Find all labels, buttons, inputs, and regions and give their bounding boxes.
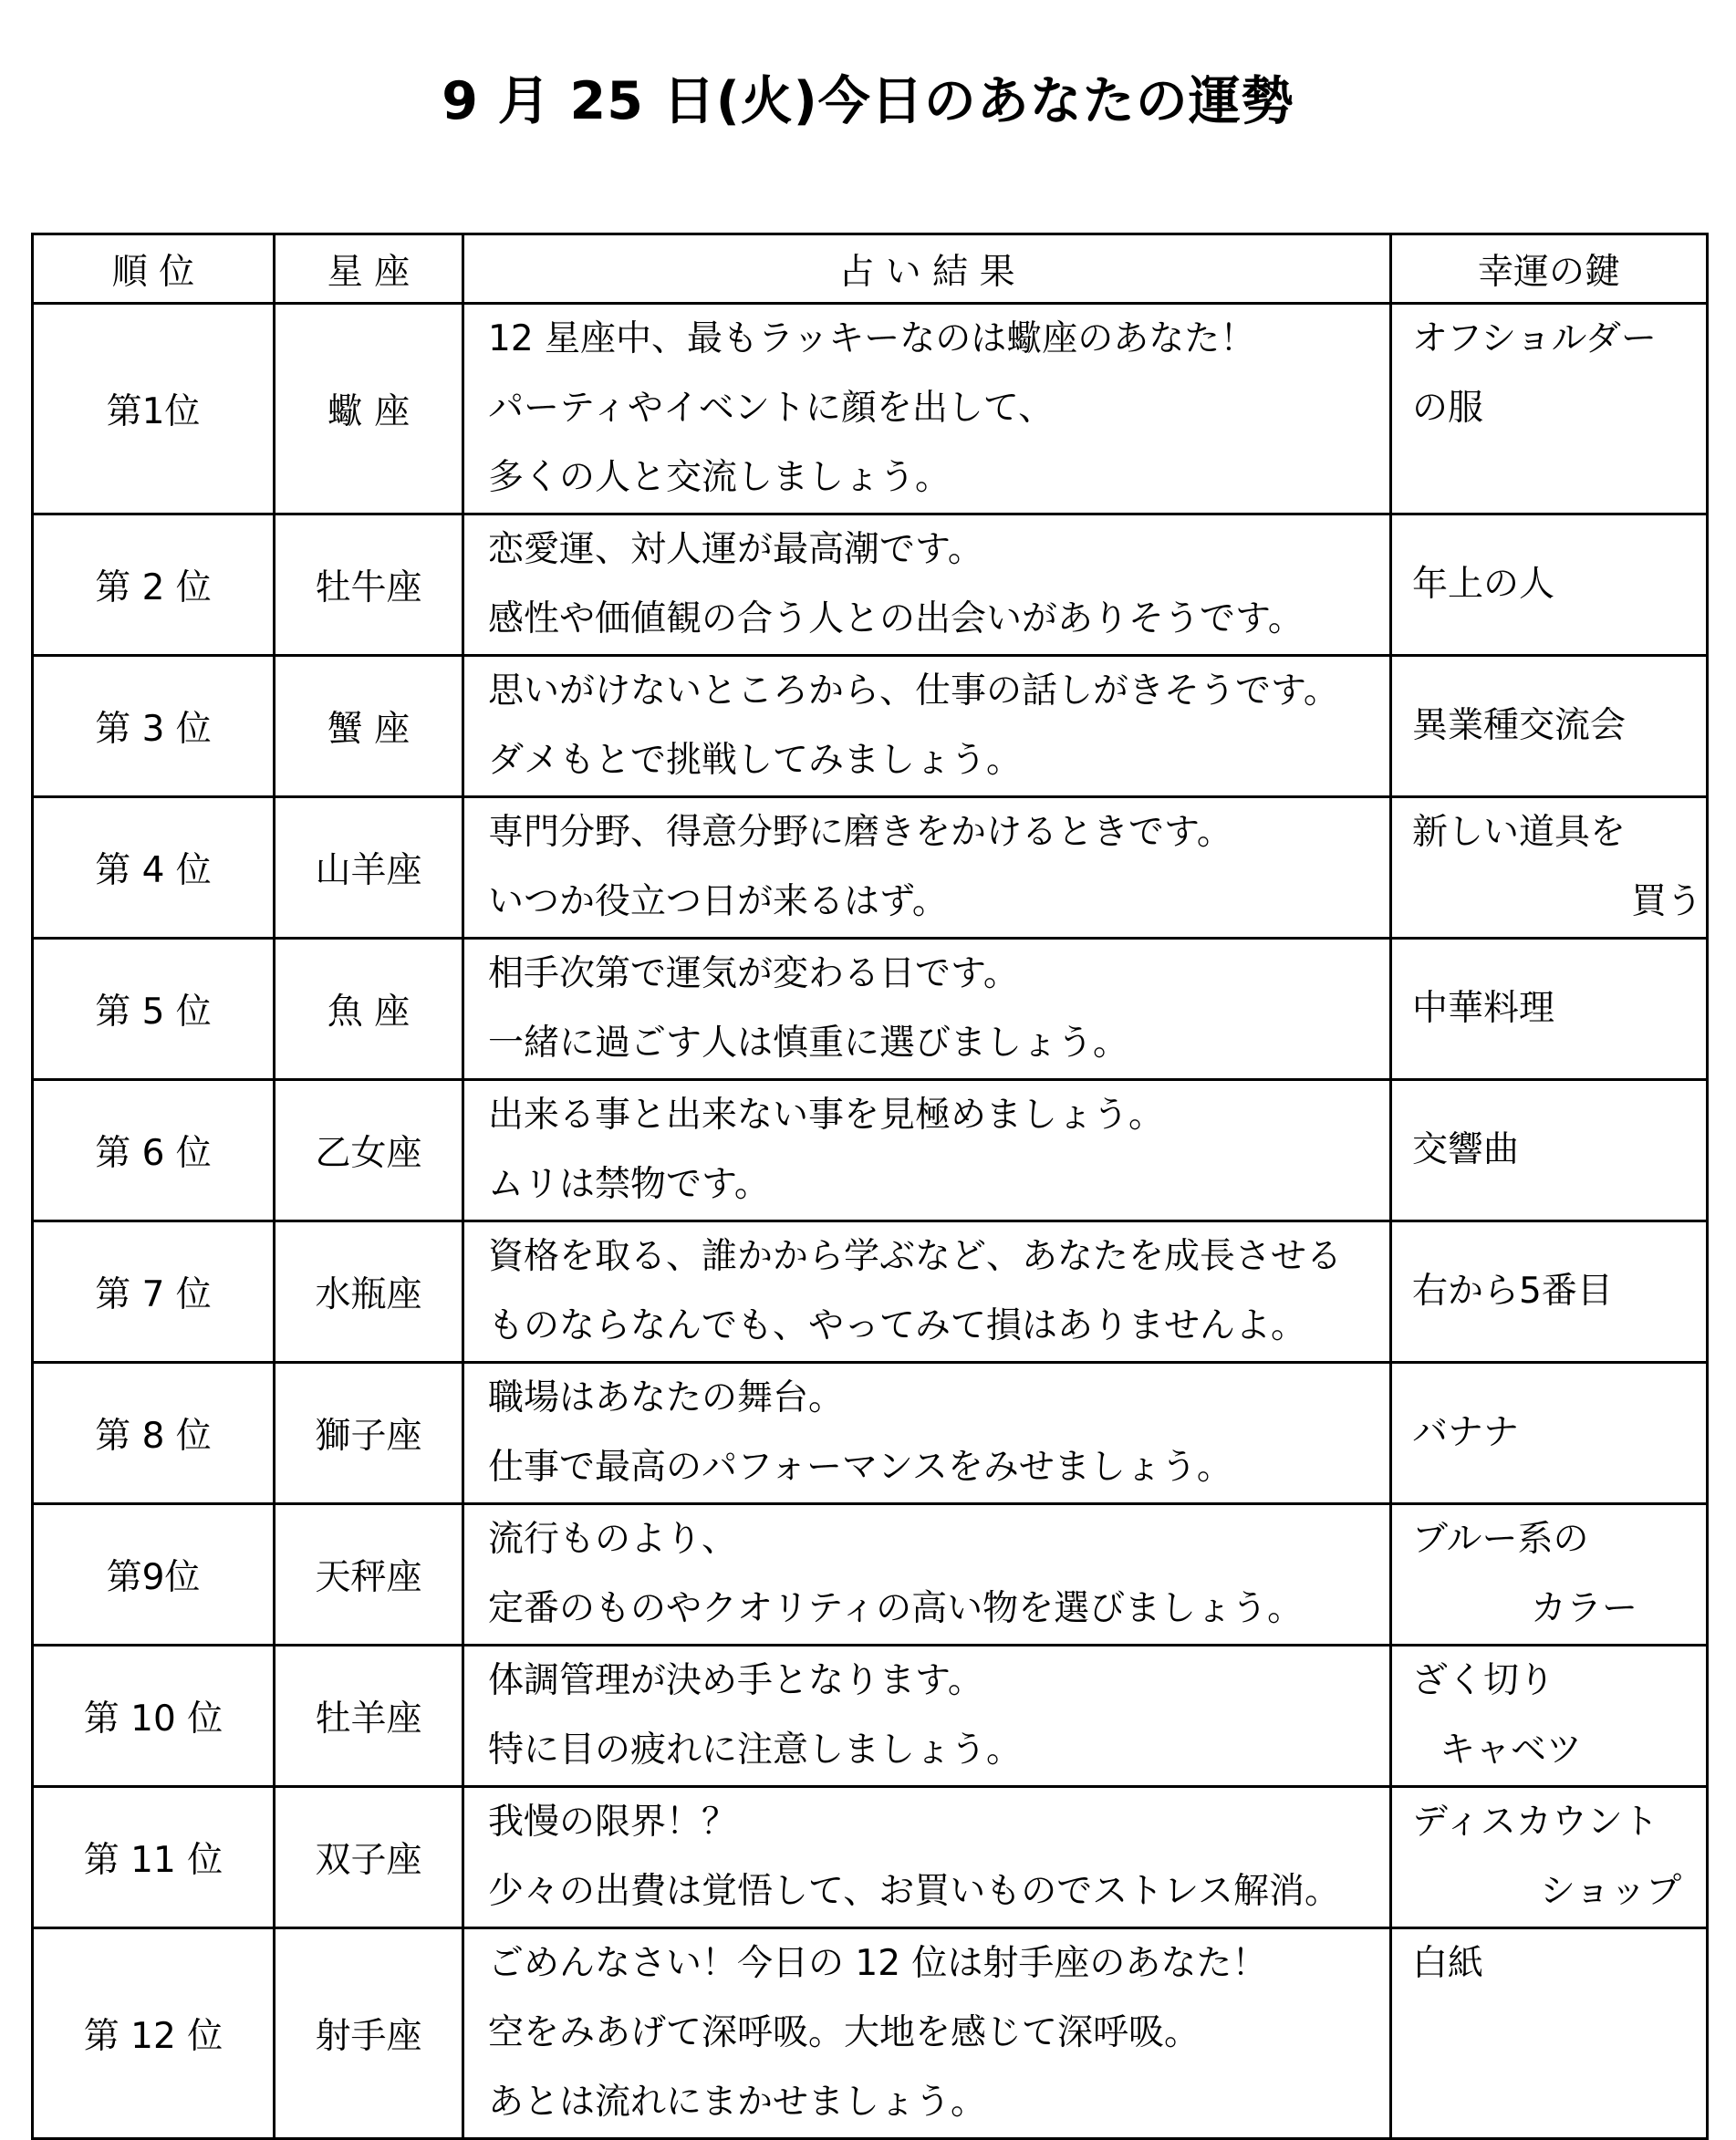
result-line: 一緒に過ごす人は慎重に選びましょう。 <box>488 1023 1129 1064</box>
table-row <box>33 656 1708 797</box>
result-line: 12 星座中、最もラッキーなのは蠍座のあなた！ <box>488 318 1256 359</box>
table-row <box>33 1221 1708 1363</box>
sign-cell: 獅子座 <box>275 1363 463 1504</box>
lucky-key-line: 交響曲 <box>1412 1129 1520 1170</box>
sign-cell: 魚 座 <box>275 939 463 1080</box>
lucky-key-line: 買う <box>1631 881 1703 922</box>
result-line: 少々の出費は覚悟して、お買いものでストレス解消。 <box>488 1871 1341 1912</box>
sign-cell: 牡羊座 <box>275 1646 463 1787</box>
lucky-key-line: ショップ <box>1540 1871 1682 1912</box>
lucky-key-line: 年上の人 <box>1412 564 1555 605</box>
rank-cell: 第 3 位 <box>33 656 275 797</box>
result-cell <box>463 1080 1391 1221</box>
table-row <box>33 514 1708 656</box>
lucky-key-line: 中華料理 <box>1412 988 1555 1029</box>
lucky-key-cell <box>1391 1787 1708 1928</box>
result-line: 恋愛運、対人運が最高潮です。 <box>488 529 983 570</box>
header-sign: 星 座 <box>275 234 463 304</box>
lucky-key-line: 右から5番目 <box>1412 1271 1613 1312</box>
result-line: あとは流れにまかせましょう。 <box>488 2082 987 2123</box>
lucky-key-cell <box>1391 1928 1708 2139</box>
result-line: 相手次第で運気が変わる日です。 <box>488 953 1019 994</box>
result-cell <box>463 1504 1391 1646</box>
lucky-key-cell <box>1391 1221 1708 1363</box>
result-line: 多くの人と交流しましょう。 <box>488 457 951 498</box>
lucky-key-cell <box>1391 514 1708 656</box>
result-cell <box>463 1363 1391 1504</box>
table-row <box>33 1504 1708 1646</box>
rank-cell: 第 7 位 <box>33 1221 275 1363</box>
result-line: ごめんなさい！今日の 12 位は射手座のあなた！ <box>488 1943 1268 1984</box>
result-line: 資格を取る、誰かから学ぶなど、あなたを成長させる <box>488 1236 1343 1277</box>
lucky-key-cell <box>1391 1504 1708 1646</box>
result-line: 感性や価値観の合う人との出会いがありそうです。 <box>488 598 1304 639</box>
result-line: ダメもとで挑戦してみましょう。 <box>488 740 1023 781</box>
header-row <box>33 234 1708 304</box>
result-line: いつか役立つ日が来るはず。 <box>488 881 948 922</box>
result-line: 職場はあなたの舞台。 <box>488 1377 845 1418</box>
sign-cell: 蟹 座 <box>275 656 463 797</box>
result-cell <box>463 656 1391 797</box>
result-cell <box>463 1787 1391 1928</box>
header-result: 占 い 結 果 <box>463 234 1391 304</box>
lucky-key-line: ざく切り <box>1412 1660 1555 1701</box>
result-line: 仕事で最高のパフォーマンスをみせましょう。 <box>488 1447 1232 1488</box>
page-title: 9 月 25 日(火)今日のあなたの運勢 <box>442 71 1294 131</box>
result-cell <box>463 797 1391 939</box>
lucky-key-line: オフショルダー <box>1412 318 1657 359</box>
rank-cell: 第 6 位 <box>33 1080 275 1221</box>
table-row <box>33 1928 1708 2139</box>
lucky-key-line: 異業種交流会 <box>1412 705 1627 746</box>
fortune-table <box>31 233 1709 2140</box>
rank-cell: 第1位 <box>33 304 275 514</box>
rank-cell: 第 4 位 <box>33 797 275 939</box>
table-row <box>33 1080 1708 1221</box>
header-key: 幸運の鍵 <box>1391 234 1708 304</box>
sign-cell: 牡牛座 <box>275 514 463 656</box>
table-row <box>33 1646 1708 1787</box>
lucky-key-line: キャベツ <box>1440 1730 1583 1771</box>
result-line: 体調管理が決め手となります。 <box>488 1660 983 1701</box>
lucky-key-cell <box>1391 304 1708 514</box>
lucky-key-cell <box>1391 797 1708 939</box>
table-row <box>33 939 1708 1080</box>
rank-cell: 第 5 位 <box>33 939 275 1080</box>
rank-cell: 第 2 位 <box>33 514 275 656</box>
result-cell <box>463 1221 1391 1363</box>
sign-cell: 乙女座 <box>275 1080 463 1221</box>
table-row <box>33 1787 1708 1928</box>
result-line: 出来る事と出来ない事を見極めましょう。 <box>488 1095 1165 1136</box>
result-line: 空をみあげて深呼吸。大地を感じて深呼吸。 <box>488 2012 1201 2053</box>
lucky-key-cell <box>1391 656 1708 797</box>
rank-cell: 第 8 位 <box>33 1363 275 1504</box>
result-cell <box>463 1646 1391 1787</box>
lucky-key-cell <box>1391 1363 1708 1504</box>
sign-cell: 天秤座 <box>275 1504 463 1646</box>
result-cell <box>463 304 1391 514</box>
sign-cell: 山羊座 <box>275 797 463 939</box>
lucky-key-line: カラー <box>1531 1588 1638 1629</box>
result-line: 我慢の限界！？ <box>488 1802 738 1843</box>
rank-cell: 第9位 <box>33 1504 275 1646</box>
lucky-key-line: バナナ <box>1412 1412 1520 1453</box>
lucky-key-line: ブルー系の <box>1412 1519 1589 1560</box>
rank-cell: 第 12 位 <box>33 1928 275 2139</box>
table-row <box>33 1363 1708 1504</box>
lucky-key-line: 新しい道具を <box>1412 812 1627 853</box>
result-line: 思いがけないところから、仕事の話しがきそうです。 <box>488 670 1339 712</box>
sign-cell: 射手座 <box>275 1928 463 2139</box>
lucky-key-line: 白紙 <box>1412 1943 1484 1984</box>
sign-cell: 蠍 座 <box>275 304 463 514</box>
result-line: ムリは禁物です。 <box>488 1164 770 1205</box>
lucky-key-line: ディスカウント <box>1412 1802 1658 1843</box>
result-line: ものならなんでも、やってみて損はありませんよ。 <box>488 1305 1307 1346</box>
lucky-key-cell <box>1391 1646 1708 1787</box>
result-line: 流行ものより、 <box>488 1519 738 1560</box>
header-rank: 順 位 <box>33 234 275 304</box>
sign-cell: 双子座 <box>275 1787 463 1928</box>
lucky-key-cell <box>1391 939 1708 1080</box>
result-cell <box>463 514 1391 656</box>
sign-cell: 水瓶座 <box>275 1221 463 1363</box>
result-cell <box>463 939 1391 1080</box>
table-row <box>33 797 1708 939</box>
rank-cell: 第 11 位 <box>33 1787 275 1928</box>
result-line: 定番のものやクオリティの高い物を選びましょう。 <box>488 1588 1304 1629</box>
lucky-key-cell <box>1391 1080 1708 1221</box>
result-line: 特に目の疲れに注意しましょう。 <box>488 1730 1023 1771</box>
lucky-key-line: の服 <box>1412 388 1484 429</box>
result-cell <box>463 1928 1391 2139</box>
result-line: パーティやイベントに顔を出して、 <box>488 388 1055 429</box>
result-line: 専門分野、得意分野に磨きをかけるときです。 <box>488 812 1232 853</box>
table-row <box>33 304 1708 514</box>
rank-cell: 第 10 位 <box>33 1646 275 1787</box>
